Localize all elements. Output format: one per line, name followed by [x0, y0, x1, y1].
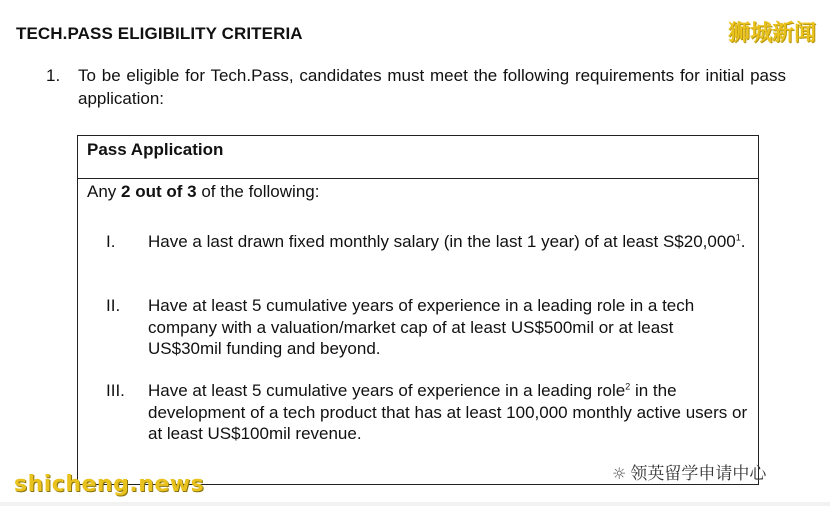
- page-title: TECH.PASS ELIGIBILITY CRITERIA: [16, 24, 303, 43]
- item-text-main: Have at least 5 cumulative years of experience in a leading role: [148, 381, 626, 400]
- lead-suffix: of the following:: [196, 182, 320, 201]
- criteria-table: [77, 135, 759, 485]
- lead-prefix: Any: [87, 182, 122, 201]
- table-lead-line: [87, 182, 319, 202]
- item-text: [148, 380, 748, 445]
- wechat-icon: ☼: [612, 464, 627, 483]
- divider: [0, 502, 830, 506]
- item-text: [148, 231, 748, 253]
- intro-text: To be eligible for Tech.Pass, candidates must meet the following requirements for initial pass application:: [78, 66, 786, 108]
- item-numeral: III.: [106, 381, 125, 400]
- item-text-main: Have a last drawn fixed monthly salary (in the last 1 year) of at least S$20,000: [148, 232, 736, 251]
- item-text: Have at least 5 cumulative years of experience in a leading role in a tech company with a valuation/market cap of at least US$500mil or at least US$30mil funding and beyond.: [148, 296, 695, 358]
- wechat-account-name: 领英留学申请中心: [630, 464, 767, 484]
- footnote-marker: 2: [625, 381, 631, 392]
- item-numeral: I.: [106, 232, 116, 251]
- item-text-tail: .: [740, 232, 746, 251]
- list-number: 1.: [46, 66, 61, 85]
- site-watermark: shicheng.news: [14, 472, 205, 497]
- footnote-marker: 1: [735, 232, 741, 243]
- lead-bold: 2 out of 3: [121, 182, 197, 201]
- wechat-account-label: [612, 459, 766, 484]
- item-text-rest: in the development of a tech product that has at least 100,000 monthly active users or at least US$100mil revenue.: [148, 381, 748, 443]
- item-numeral: II.: [106, 296, 121, 315]
- brand-watermark-logo: 狮城新闻: [727, 21, 816, 46]
- table-header: Pass Application: [78, 136, 758, 179]
